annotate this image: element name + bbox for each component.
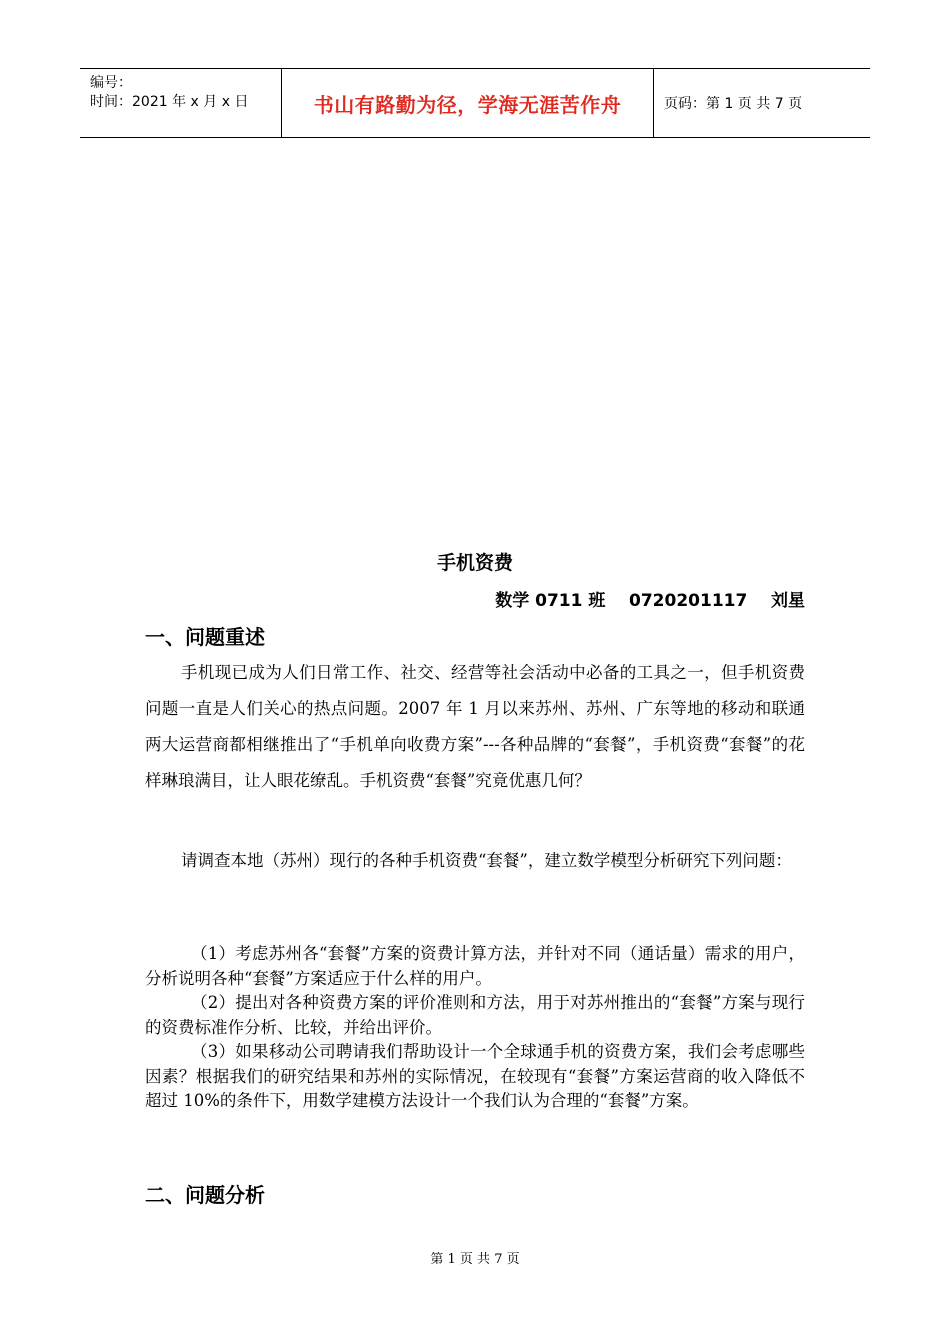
document-title: 手机资费 (436, 552, 513, 574)
paragraph-task: 请调查本地（苏州）现行的各种手机资费“套餐”，建立数学模型分析研究下列问题： (181, 851, 792, 870)
paragraph-intro: 手机现已成为人们日常工作、社交、经营等社会活动中必备的工具之一，但手机资费问题一直是人们关心的热点问题。2007 年 1 月以来苏州、苏州、广东等地的移动和联通两大运营商都相继推出了“手机单向收费方案”---各种品牌的“套餐”，手机资费“套餐”的花样琳琅满目，让人眼花缭乱。手机资费“套餐”究竟优惠几何？ (145, 663, 805, 790)
page-footer: 第 1 页 共 7 页 (430, 1252, 520, 1267)
header-page-info: 页码：第 1 页 共 7 页 (664, 96, 803, 112)
header-middle-cell (282, 69, 654, 137)
document-header (80, 68, 870, 138)
list-item: （1）考虑苏州各“套餐”方案的资费计算方法，并针对不同（通话量）需求的用户，分析说明各种“套餐”方案适应于什么样的用户。 (145, 944, 805, 988)
header-left-cell (80, 69, 282, 137)
section-heading-2: 二、问题分析 (145, 1183, 265, 1207)
header-motto: 书山有路勤为径，学海无涯苦作舟 (313, 92, 622, 117)
document-time-label: 时间：2021 年 x 月 x 日 (90, 94, 249, 110)
section-heading-1: 一、问题重述 (145, 625, 265, 649)
question-list (145, 942, 805, 1114)
author-line: 数学 0711 班 0720201117 刘星 (495, 591, 805, 611)
list-item: （3）如果移动公司聘请我们帮助设计一个全球通手机的资费方案，我们会考虑哪些因素？根据我们的研究结果和苏州的实际情况，在较现有“套餐”方案运营商的收入降低不超过 10%的条件下，用数学建模方法设计一个我们认为合理的“套餐”方案。 (145, 1042, 805, 1110)
document-number-label: 编号： (90, 75, 132, 91)
header-right-cell (654, 69, 870, 137)
list-item: （2）提出对各种资费方案的评价准则和方法，用于对苏州推出的“套餐”方案与现行的资费标准作分析、比较，并给出评价。 (145, 993, 805, 1037)
